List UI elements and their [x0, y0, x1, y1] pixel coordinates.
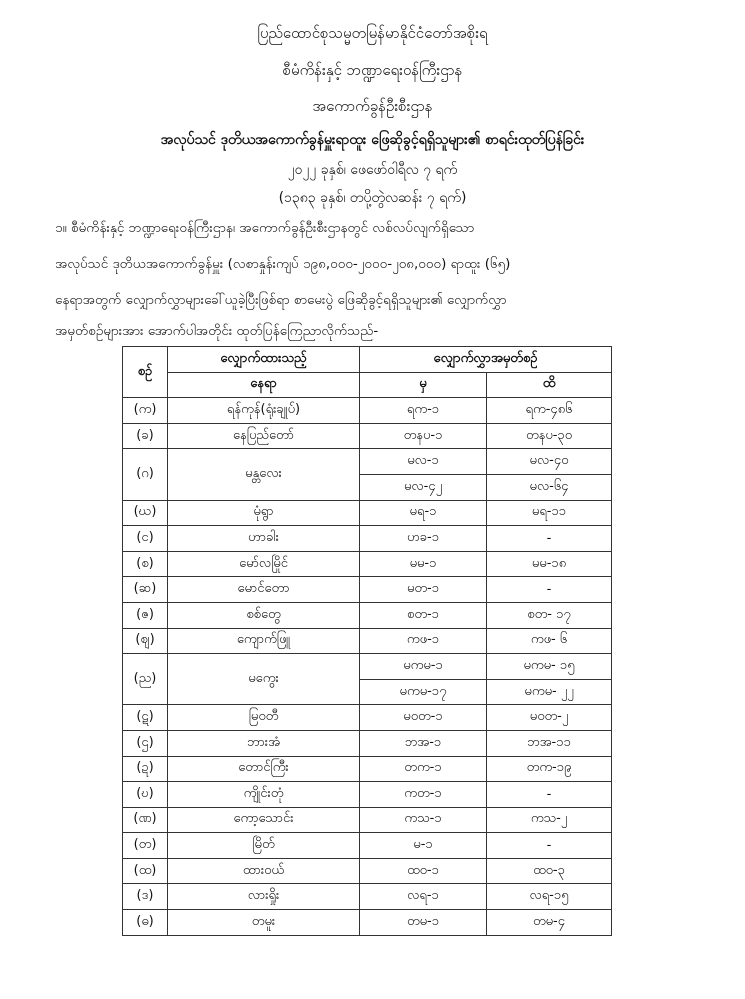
cell-serial: (ဍ)	[123, 756, 168, 782]
cell-to: ကသ-၂	[487, 807, 612, 833]
cell-serial: (တ)	[123, 833, 168, 859]
cell-from: စတ-၁	[360, 602, 487, 628]
cell-from: ကသ-၁	[360, 807, 487, 833]
table-row	[123, 449, 612, 475]
cell-serial: (ဓ)	[123, 910, 168, 936]
cell-place: မော်လမြိုင်	[168, 551, 360, 577]
table-row	[123, 833, 612, 859]
cell-to: လရ-၁၅	[487, 884, 612, 910]
table-row	[123, 602, 612, 628]
cell-to: -	[487, 577, 612, 603]
table-row	[123, 577, 612, 603]
cell-place: မြိတ်	[168, 833, 360, 859]
table-row	[123, 910, 612, 936]
cell-serial: (ခ)	[123, 423, 168, 449]
table-row	[123, 705, 612, 731]
cell-serial: (စ)	[123, 551, 168, 577]
cell-serial: (ဏ)	[123, 807, 168, 833]
cell-place: ရန်ကုန်(ရုံးချုပ်)	[168, 398, 360, 424]
cell-serial: (ဇ)	[123, 602, 168, 628]
ministry-heading: စီမံကိန်းနှင့် ဘဏ္ဍာရေးဝန်ကြီးဌာန	[282, 61, 463, 79]
paragraph-line-1: ၁။ စီမံကိန်းနှင့် ဘဏ္ဍာရေးဝန်ကြီးဌာန၊ အကောက်ခွန်ဦးစီးဌာနတွင် လစ်လပ်လျက်ရှိသော	[55, 220, 475, 236]
cell-from: တမ-၁	[360, 910, 487, 936]
cell-from: မဝတ-၁	[360, 705, 487, 731]
cell-serial: (ဈ)	[123, 628, 168, 654]
table-row	[123, 654, 612, 680]
cell-place: ထားဝယ်	[168, 858, 360, 884]
cell-serial: (ဂ)	[123, 449, 168, 500]
cell-to: -	[487, 782, 612, 808]
cell-from: မ-၁	[360, 833, 487, 859]
cell-to: စတ- ၁၇	[487, 602, 612, 628]
cell-from: မကမ-၁	[360, 654, 487, 680]
cell-place: ကျိုင်းတုံ	[168, 782, 360, 808]
cell-serial: (ဋ)	[123, 705, 168, 731]
cell-place: မောင်တော	[168, 577, 360, 603]
cell-to: တမ-၄	[487, 910, 612, 936]
cell-from: မလ-၄၂	[360, 474, 487, 500]
cell-to: မလ-၆၄	[487, 474, 612, 500]
cell-serial: (ဒ)	[123, 884, 168, 910]
cell-to: ထဝ-၃	[487, 858, 612, 884]
cell-from: မရ-၁	[360, 500, 487, 526]
table-row	[123, 730, 612, 756]
cell-place: မန္တလေး	[168, 449, 360, 500]
cell-to: -	[487, 526, 612, 552]
cell-from: မတ-၁	[360, 577, 487, 603]
cell-from: ရက-၁	[360, 398, 487, 424]
header-application-numbers: လျှောက်လွှာအမှတ်စဉ်	[360, 347, 612, 373]
department-heading: အကောက်ခွန်ဦးစီးဌာန	[312, 97, 433, 115]
cell-to: မမ-၁၈	[487, 551, 612, 577]
announcement-title: အလုပ်သင် ဒုတိယအကောက်ခွန်မှူးရာထူး ဖြေဆိုခွင့်ရရှိသူများ၏ စာရင်းထုတ်ပြန်ခြင်း	[160, 132, 585, 148]
cell-serial: (င)	[123, 526, 168, 552]
table-row	[123, 551, 612, 577]
cell-serial: (ဎ)	[123, 782, 168, 808]
table-row	[123, 398, 612, 424]
government-heading: ပြည်ထောင်စုသမ္မတမြန်မာနိုင်ငံတော်အစိုးရ	[257, 24, 488, 42]
cell-to: မလ-၄၀	[487, 449, 612, 475]
paragraph-line-3: နေရာအတွက် လျှောက်လွှာများခေါ်ယူခဲ့ပြီးဖြစ်ရာ စာမေးပွဲ ဖြေဆိုခွင့်ရရှိသူများ၏ လျှောက်လွှာ	[55, 292, 507, 308]
header-serial: စဉ်	[123, 347, 168, 398]
cell-from: ကဖ-၁	[360, 628, 487, 654]
paragraph-line-4: အမှတ်စဉ်များအား အောက်ပါအတိုင်း ထုတ်ပြန်ကြေညာလိုက်သည်-	[55, 323, 379, 339]
cell-place: တမူး	[168, 910, 360, 936]
cell-from: ကတ-၁	[360, 782, 487, 808]
cell-place: ဟာခါး	[168, 526, 360, 552]
cell-to: တက-၁၉	[487, 756, 612, 782]
cell-to: မကမ- ၂၂	[487, 679, 612, 705]
table-row	[123, 884, 612, 910]
cell-to: မဝတ-၂	[487, 705, 612, 731]
cell-place: နေပြည်တော်	[168, 423, 360, 449]
table-row	[123, 807, 612, 833]
cell-place: ဘားအံ	[168, 730, 360, 756]
table-row	[123, 782, 612, 808]
cell-from: ထဝ-၁	[360, 858, 487, 884]
announcement-date-lunar: (၁၃၈၃ ခုနှစ်၊ တပို့တွဲလဆန်း ၇ ရက်)	[278, 190, 467, 206]
header-from: မှ	[360, 372, 487, 398]
cell-place: တောင်ကြီး	[168, 756, 360, 782]
cell-serial: (ထ)	[123, 858, 168, 884]
cell-serial: (ဌ)	[123, 730, 168, 756]
table-row	[123, 858, 612, 884]
paragraph-line-2: အလုပ်သင် ဒုတိယအကောက်ခွန်မှူး (လစာနှုန်းကျပ် ၁၉၈,၀၀၀-၂၀၀၀-၂၀၈,၀၀၀) ရာထူး (၆၅)	[55, 256, 511, 272]
cell-from: ဟခ-၁	[360, 526, 487, 552]
cell-place: လားရှိုး	[168, 884, 360, 910]
cell-place: မုံရွာ	[168, 500, 360, 526]
cell-from: လရ-၁	[360, 884, 487, 910]
cell-place: ကျောက်ဖြူ	[168, 628, 360, 654]
table-row	[123, 628, 612, 654]
cell-to: ကဖ- ၆	[487, 628, 612, 654]
cell-serial: (ည)	[123, 654, 168, 705]
cell-serial: (က)	[123, 398, 168, 424]
cell-to: မကမ- ၁၅	[487, 654, 612, 680]
table-row	[123, 756, 612, 782]
cell-to: -	[487, 833, 612, 859]
cell-from: မလ-၁	[360, 449, 487, 475]
cell-to: ရက-၄၈၆	[487, 398, 612, 424]
applicant-number-table	[122, 346, 612, 936]
cell-place: မြဝတီ	[168, 705, 360, 731]
cell-place: ကော့သောင်း	[168, 807, 360, 833]
header-place-line1: လျှောက်ထားသည့်	[168, 347, 360, 373]
cell-place: စစ်တွေ	[168, 602, 360, 628]
cell-from: တနပ-၁	[360, 423, 487, 449]
table-row	[123, 423, 612, 449]
announcement-date: ၂၀၂၂ ခုနှစ်၊ ဖေဖော်ဝါရီလ ၇ ရက်	[287, 162, 458, 178]
cell-from: မကမ-၁၇	[360, 679, 487, 705]
header-place-line2: နေရာ	[168, 372, 360, 398]
table-row	[123, 526, 612, 552]
cell-to: တနပ-၃၀	[487, 423, 612, 449]
cell-to: ဘအ-၁၁	[487, 730, 612, 756]
cell-place: မကွေး	[168, 654, 360, 705]
cell-from: ဘအ-၁	[360, 730, 487, 756]
cell-from: မမ-၁	[360, 551, 487, 577]
cell-from: တက-၁	[360, 756, 487, 782]
table-body	[123, 398, 612, 935]
header-to: ထိ	[487, 372, 612, 398]
table-row	[123, 500, 612, 526]
cell-to: မရ-၁၁	[487, 500, 612, 526]
cell-serial: (ဃ)	[123, 500, 168, 526]
cell-serial: (ဆ)	[123, 577, 168, 603]
